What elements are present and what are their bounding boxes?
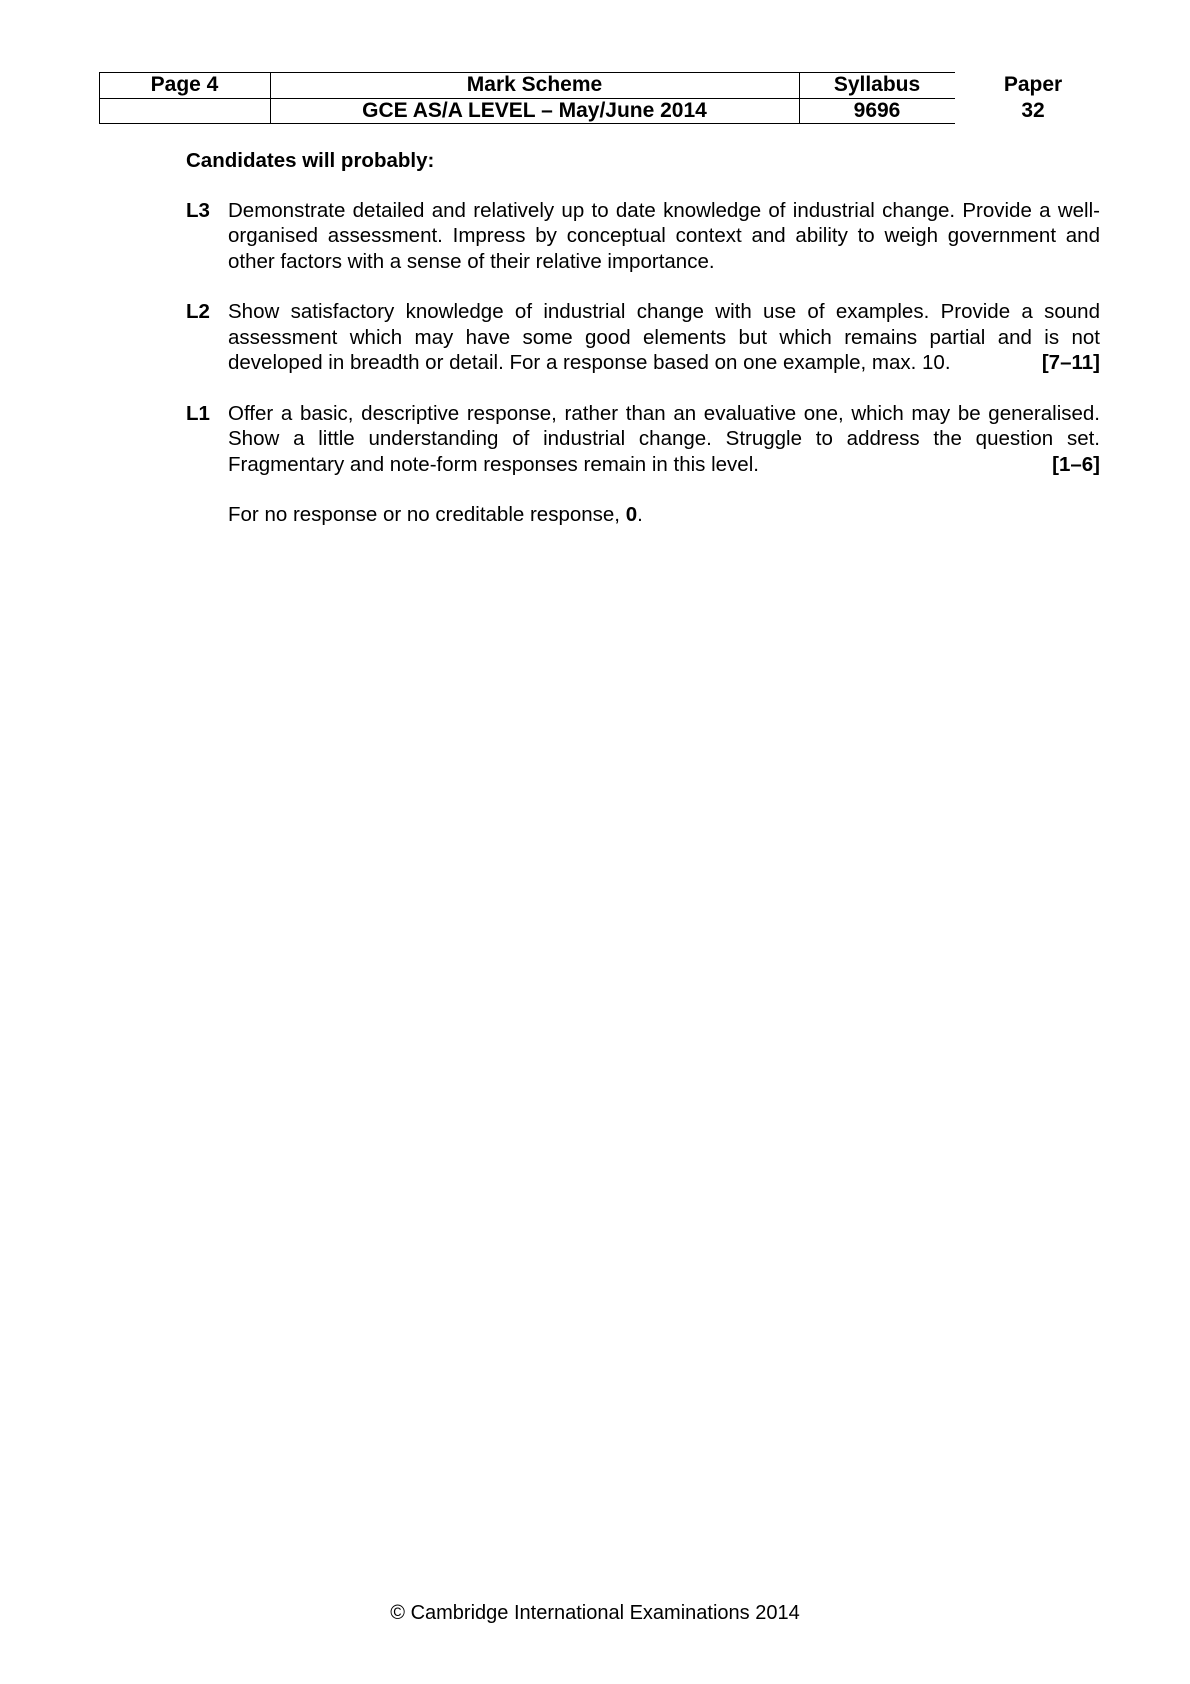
level-code: L2	[186, 300, 210, 323]
no-response-note	[228, 502, 1100, 528]
level-description	[228, 299, 1100, 376]
level-text: Offer a basic, descriptive response, rather than an evaluative one, which may be generalised. Show a little understanding of industrial change. Struggle to address the question set. Fragmentary and note-form responses remain in this level.	[228, 401, 1100, 476]
intro-heading: Candidates will probably:	[186, 149, 435, 172]
level-code: L1	[186, 401, 210, 425]
syllabus-label: Syllabus	[833, 73, 921, 96]
level-text: Demonstrate detailed and relatively up to date knowledge of industrial change. Provide a well-organised assessment. Impress by conceptual context and ability to weigh government and other factors with a sense of their relative importance.	[228, 198, 1100, 273]
copyright-footer: © Cambridge International Examinations 2014	[390, 1602, 800, 1624]
level-code: L3	[186, 198, 210, 222]
mark-scheme-label: Mark Scheme	[466, 73, 603, 96]
mark-scheme-content	[186, 148, 1100, 528]
syllabus-code: 9696	[853, 99, 901, 122]
level-description	[228, 401, 1100, 478]
level-text: Show satisfactory knowledge of industrial change with use of examples. Provide a sound assessment which may have some good elements but which remains partial and is not developed in breadth or detail. For a response based on one example, max. 10.	[228, 300, 1100, 374]
paper-number: 32	[1021, 99, 1045, 122]
level-item	[186, 401, 1100, 478]
level-item	[186, 198, 1100, 275]
no-response-text: For no response or no creditable response,	[228, 503, 626, 526]
level-item	[186, 299, 1100, 376]
no-response-mark: 0	[625, 503, 638, 526]
mark-range: [7–11]	[1041, 351, 1100, 374]
mark-range: [1–6]	[1052, 452, 1100, 476]
exam-title: GCE AS/A LEVEL – May/June 2014	[362, 99, 707, 122]
level-description	[228, 198, 1100, 275]
page-label: Page 4	[150, 73, 219, 96]
no-response-end: .	[637, 503, 643, 526]
header-table	[99, 72, 1129, 126]
paper-label: Paper	[1003, 73, 1063, 96]
